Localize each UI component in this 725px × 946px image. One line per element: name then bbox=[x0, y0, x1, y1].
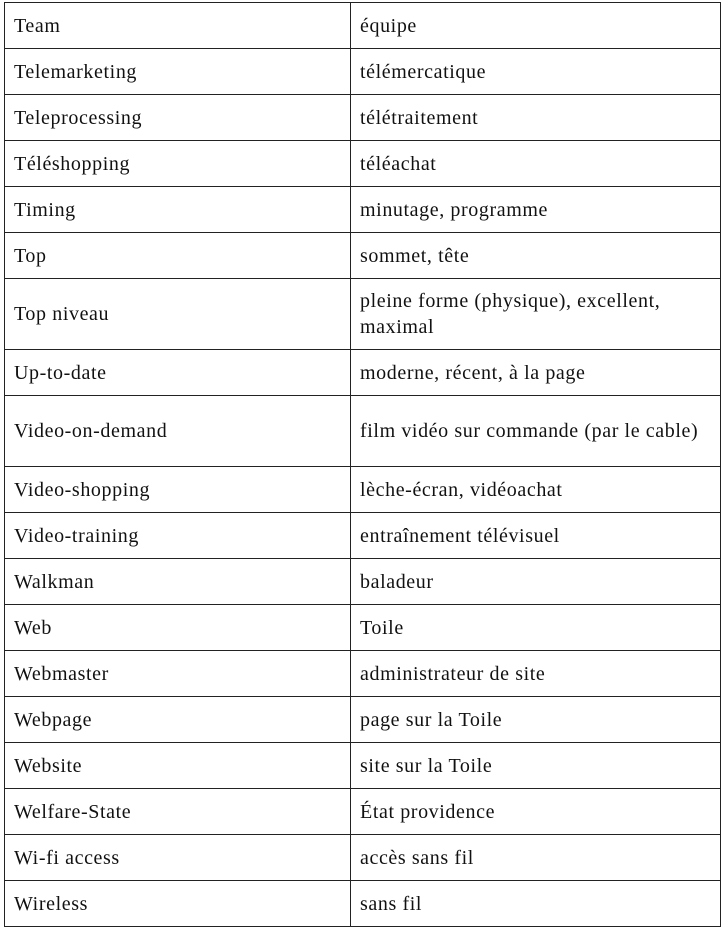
table-row bbox=[5, 49, 721, 95]
term-cell: Téléshopping bbox=[5, 141, 351, 187]
term-cell: Video-on-demand bbox=[5, 396, 351, 467]
term-cell: Top niveau bbox=[5, 279, 351, 350]
translation-cell: page sur la Toile bbox=[351, 697, 721, 743]
table-row bbox=[5, 279, 721, 350]
table-row bbox=[5, 605, 721, 651]
table-row bbox=[5, 3, 721, 49]
table-row bbox=[5, 697, 721, 743]
translation-cell: État providence bbox=[351, 789, 721, 835]
table-row bbox=[5, 95, 721, 141]
translation-cell: pleine forme (physique), excellent, maximal bbox=[351, 279, 721, 350]
glossary-body bbox=[5, 3, 721, 927]
term-cell: Telemarketing bbox=[5, 49, 351, 95]
term-cell: Webmaster bbox=[5, 651, 351, 697]
term-cell: Wireless bbox=[5, 881, 351, 927]
term-cell: Web bbox=[5, 605, 351, 651]
table-row bbox=[5, 187, 721, 233]
translation-cell: télétraitement bbox=[351, 95, 721, 141]
translation-cell: entraînement télévisuel bbox=[351, 513, 721, 559]
translation-cell: sommet, tête bbox=[351, 233, 721, 279]
table-row bbox=[5, 513, 721, 559]
translation-cell: téléachat bbox=[351, 141, 721, 187]
term-cell: Timing bbox=[5, 187, 351, 233]
translation-cell: minutage, programme bbox=[351, 187, 721, 233]
term-cell: Welfare-State bbox=[5, 789, 351, 835]
term-cell: Video-training bbox=[5, 513, 351, 559]
term-cell: Website bbox=[5, 743, 351, 789]
term-cell: Walkman bbox=[5, 559, 351, 605]
table-row bbox=[5, 835, 721, 881]
term-cell: Up-to-date bbox=[5, 350, 351, 396]
table-row bbox=[5, 559, 721, 605]
table-row bbox=[5, 789, 721, 835]
table-row bbox=[5, 651, 721, 697]
term-cell: Webpage bbox=[5, 697, 351, 743]
term-cell: Team bbox=[5, 3, 351, 49]
translation-cell: sans fil bbox=[351, 881, 721, 927]
translation-cell: lèche-écran, vidéoachat bbox=[351, 467, 721, 513]
term-cell: Top bbox=[5, 233, 351, 279]
translation-cell: accès sans fil bbox=[351, 835, 721, 881]
table-row bbox=[5, 396, 721, 467]
translation-cell: administrateur de site bbox=[351, 651, 721, 697]
translation-cell: film vidéo sur commande (par le cable) bbox=[351, 396, 721, 467]
table-row bbox=[5, 141, 721, 187]
term-cell: Video-shopping bbox=[5, 467, 351, 513]
translation-cell: télémercatique bbox=[351, 49, 721, 95]
table-row bbox=[5, 467, 721, 513]
translation-cell: moderne, récent, à la page bbox=[351, 350, 721, 396]
translation-cell: site sur la Toile bbox=[351, 743, 721, 789]
term-cell: Teleprocessing bbox=[5, 95, 351, 141]
table-row bbox=[5, 881, 721, 927]
table-row bbox=[5, 743, 721, 789]
translation-cell: baladeur bbox=[351, 559, 721, 605]
table-row bbox=[5, 350, 721, 396]
translation-cell: Toile bbox=[351, 605, 721, 651]
table-row bbox=[5, 233, 721, 279]
term-cell: Wi-fi access bbox=[5, 835, 351, 881]
translation-cell: équipe bbox=[351, 3, 721, 49]
glossary-table bbox=[4, 2, 721, 927]
